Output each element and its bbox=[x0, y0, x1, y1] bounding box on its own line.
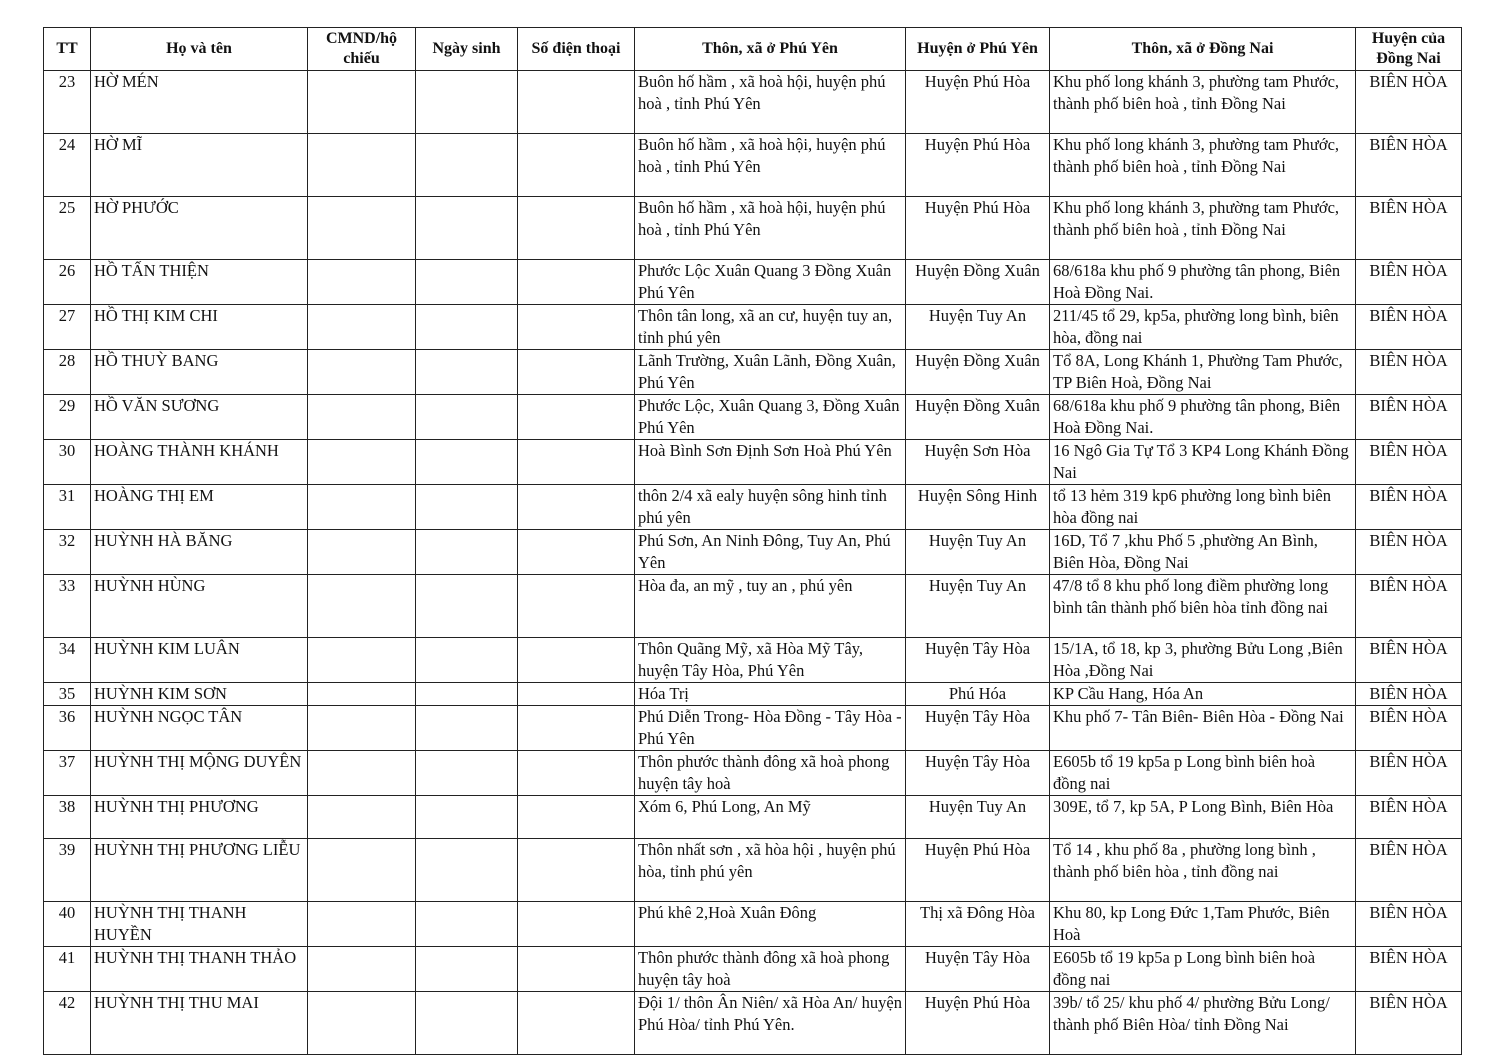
cell-tt: 39 bbox=[44, 839, 91, 902]
table-body bbox=[44, 71, 1462, 1055]
cell-district-phu-yen: Huyện Phú Hòa bbox=[906, 839, 1050, 902]
cell-id-number bbox=[308, 485, 416, 530]
cell-address-dong-nai: 68/618a khu phố 9 phường tân phong, Biên Hoà Đồng Nai. bbox=[1050, 395, 1356, 440]
cell-address-phu-yen: Phú Diễn Trong- Hòa Đồng - Tây Hòa - Phú Yên bbox=[635, 706, 906, 751]
cell-phone bbox=[518, 902, 635, 947]
cell-address-dong-nai: 309E, tổ 7, kp 5A, P Long Bình, Biên Hòa bbox=[1050, 796, 1356, 839]
cell-phone bbox=[518, 575, 635, 638]
cell-id-number bbox=[308, 992, 416, 1055]
cell-dob bbox=[416, 134, 518, 197]
cell-address-dong-nai: 39b/ tổ 25/ khu phố 4/ phường Bửu Long/ thành phố Biên Hòa/ tỉnh Đồng Nai bbox=[1050, 992, 1356, 1055]
cell-district-dong-nai: BIÊN HÒA bbox=[1356, 751, 1462, 796]
table-row bbox=[44, 197, 1462, 260]
cell-tt: 31 bbox=[44, 485, 91, 530]
cell-tt: 29 bbox=[44, 395, 91, 440]
cell-tt: 38 bbox=[44, 796, 91, 839]
cell-name: HỜ PHƯỚC bbox=[91, 197, 308, 260]
cell-district-dong-nai: BIÊN HÒA bbox=[1356, 305, 1462, 350]
cell-address-phu-yen: Thôn phước thành đông xã hoà phong huyện tây hoà bbox=[635, 947, 906, 992]
cell-name: HỒ TẤN THIỆN bbox=[91, 260, 308, 305]
cell-id-number bbox=[308, 638, 416, 683]
header-id-number: CMND/hộ chiếu bbox=[308, 28, 416, 71]
cell-address-dong-nai: 15/1A, tổ 18, kp 3, phường Bửu Long ,Biên Hòa ,Đồng Nai bbox=[1050, 638, 1356, 683]
cell-id-number bbox=[308, 134, 416, 197]
cell-dob bbox=[416, 530, 518, 575]
cell-address-dong-nai: tổ 13 hẻm 319 kp6 phường long bình biên hòa đồng nai bbox=[1050, 485, 1356, 530]
cell-dob bbox=[416, 706, 518, 751]
cell-district-dong-nai: BIÊN HÒA bbox=[1356, 485, 1462, 530]
header-dob: Ngày sinh bbox=[416, 28, 518, 71]
table-row bbox=[44, 796, 1462, 839]
cell-district-phu-yen: Huyện Tuy An bbox=[906, 530, 1050, 575]
cell-address-dong-nai: 211/45 tổ 29, kp5a, phường long bình, biên hòa, đồng nai bbox=[1050, 305, 1356, 350]
cell-tt: 33 bbox=[44, 575, 91, 638]
cell-name: HOÀNG THÀNH KHÁNH bbox=[91, 440, 308, 485]
cell-address-phu-yen: Buôn hố hầm , xã hoà hội, huyện phú hoà , tỉnh Phú Yên bbox=[635, 134, 906, 197]
table-header-row bbox=[44, 28, 1462, 71]
header-phone: Số điện thoại bbox=[518, 28, 635, 71]
cell-name: HUỲNH HÀ BĂNG bbox=[91, 530, 308, 575]
cell-tt: 28 bbox=[44, 350, 91, 395]
cell-address-phu-yen: Xóm 6, Phú Long, An Mỹ bbox=[635, 796, 906, 839]
cell-district-dong-nai: BIÊN HÒA bbox=[1356, 947, 1462, 992]
cell-district-dong-nai: BIÊN HÒA bbox=[1356, 260, 1462, 305]
cell-dob bbox=[416, 683, 518, 706]
cell-dob bbox=[416, 902, 518, 947]
cell-district-phu-yen: Huyện Tuy An bbox=[906, 305, 1050, 350]
cell-address-phu-yen: thôn 2/4 xã ealy huyện sông hinh tỉnh phú yên bbox=[635, 485, 906, 530]
cell-address-dong-nai: E605b tổ 19 kp5a p Long bình biên hoà đồng nai bbox=[1050, 947, 1356, 992]
cell-id-number bbox=[308, 395, 416, 440]
cell-tt: 23 bbox=[44, 71, 91, 134]
cell-dob bbox=[416, 71, 518, 134]
cell-district-dong-nai: BIÊN HÒA bbox=[1356, 839, 1462, 902]
cell-address-phu-yen: Hóa Trị bbox=[635, 683, 906, 706]
table-row bbox=[44, 992, 1462, 1055]
cell-dob bbox=[416, 350, 518, 395]
cell-address-phu-yen: Phước Lộc, Xuân Quang 3, Đồng Xuân Phú Yên bbox=[635, 395, 906, 440]
cell-district-phu-yen: Huyện Đồng Xuân bbox=[906, 350, 1050, 395]
cell-id-number bbox=[308, 575, 416, 638]
cell-district-phu-yen: Huyện Sông Hinh bbox=[906, 485, 1050, 530]
table-row bbox=[44, 260, 1462, 305]
cell-dob bbox=[416, 440, 518, 485]
cell-name: HỒ VĂN SƯƠNG bbox=[91, 395, 308, 440]
cell-tt: 41 bbox=[44, 947, 91, 992]
table-row bbox=[44, 947, 1462, 992]
cell-phone bbox=[518, 992, 635, 1055]
header-name: Họ và tên bbox=[91, 28, 308, 71]
cell-id-number bbox=[308, 197, 416, 260]
cell-dob bbox=[416, 796, 518, 839]
cell-phone bbox=[518, 395, 635, 440]
cell-district-phu-yen: Huyện Phú Hòa bbox=[906, 197, 1050, 260]
cell-phone bbox=[518, 751, 635, 796]
cell-tt: 35 bbox=[44, 683, 91, 706]
cell-address-dong-nai: E605b tổ 19 kp5a p Long bình biên hoà đồng nai bbox=[1050, 751, 1356, 796]
cell-district-dong-nai: BIÊN HÒA bbox=[1356, 71, 1462, 134]
cell-address-phu-yen: Buôn hố hầm , xã hoà hội, huyện phú hoà , tỉnh Phú Yên bbox=[635, 197, 906, 260]
cell-phone bbox=[518, 260, 635, 305]
cell-tt: 40 bbox=[44, 902, 91, 947]
cell-district-phu-yen: Huyện Tây Hòa bbox=[906, 947, 1050, 992]
cell-id-number bbox=[308, 796, 416, 839]
cell-address-phu-yen: Hoà Bình Sơn Định Sơn Hoà Phú Yên bbox=[635, 440, 906, 485]
header-district-phu-yen: Huyện ở Phú Yên bbox=[906, 28, 1050, 71]
cell-phone bbox=[518, 947, 635, 992]
cell-address-phu-yen: Phú Sơn, An Ninh Đông, Tuy An, Phú Yên bbox=[635, 530, 906, 575]
cell-phone bbox=[518, 683, 635, 706]
cell-tt: 25 bbox=[44, 197, 91, 260]
cell-address-phu-yen: Thôn nhất sơn , xã hòa hội , huyện phú hòa, tỉnh phú yên bbox=[635, 839, 906, 902]
cell-address-dong-nai: Khu phố long khánh 3, phường tam Phước, thành phố biên hoà , tỉnh Đồng Nai bbox=[1050, 197, 1356, 260]
cell-district-dong-nai: BIÊN HÒA bbox=[1356, 197, 1462, 260]
cell-address-dong-nai: 68/618a khu phố 9 phường tân phong, Biên Hoà Đồng Nai. bbox=[1050, 260, 1356, 305]
cell-name: HUỲNH KIM LUÂN bbox=[91, 638, 308, 683]
table-row bbox=[44, 751, 1462, 796]
table-row bbox=[44, 839, 1462, 902]
cell-name: HUỲNH THỊ THANH HUYỀN bbox=[91, 902, 308, 947]
cell-address-phu-yen: Thôn Quãng Mỹ, xã Hòa Mỹ Tây, huyện Tây Hòa, Phú Yên bbox=[635, 638, 906, 683]
cell-address-phu-yen: Thôn phước thành đông xã hoà phong huyện tây hoà bbox=[635, 751, 906, 796]
cell-district-phu-yen: Huyện Phú Hòa bbox=[906, 134, 1050, 197]
cell-address-dong-nai: Tổ 8A, Long Khánh 1, Phường Tam Phước, TP Biên Hoà, Đồng Nai bbox=[1050, 350, 1356, 395]
cell-phone bbox=[518, 796, 635, 839]
cell-district-dong-nai: BIÊN HÒA bbox=[1356, 638, 1462, 683]
cell-district-dong-nai: BIÊN HÒA bbox=[1356, 440, 1462, 485]
cell-address-phu-yen: Phú khê 2,Hoà Xuân Đông bbox=[635, 902, 906, 947]
cell-district-phu-yen: Huyện Tây Hòa bbox=[906, 706, 1050, 751]
cell-tt: 30 bbox=[44, 440, 91, 485]
cell-phone bbox=[518, 305, 635, 350]
table-row bbox=[44, 683, 1462, 706]
cell-name: HỒ THỊ KIM CHI bbox=[91, 305, 308, 350]
cell-dob bbox=[416, 947, 518, 992]
cell-dob bbox=[416, 992, 518, 1055]
cell-tt: 32 bbox=[44, 530, 91, 575]
cell-name: HUỲNH THỊ PHƯƠNG bbox=[91, 796, 308, 839]
cell-district-dong-nai: BIÊN HÒA bbox=[1356, 683, 1462, 706]
cell-district-phu-yen: Huyện Đồng Xuân bbox=[906, 260, 1050, 305]
cell-id-number bbox=[308, 305, 416, 350]
cell-dob bbox=[416, 260, 518, 305]
cell-id-number bbox=[308, 260, 416, 305]
cell-id-number bbox=[308, 71, 416, 134]
cell-tt: 37 bbox=[44, 751, 91, 796]
table-row bbox=[44, 134, 1462, 197]
cell-address-dong-nai: Khu 80, kp Long Đức 1,Tam Phước, Biên Hoà bbox=[1050, 902, 1356, 947]
cell-id-number bbox=[308, 839, 416, 902]
cell-tt: 24 bbox=[44, 134, 91, 197]
cell-tt: 42 bbox=[44, 992, 91, 1055]
cell-phone bbox=[518, 485, 635, 530]
cell-address-phu-yen: Lãnh Trường, Xuân Lãnh, Đồng Xuân, Phú Yên bbox=[635, 350, 906, 395]
cell-district-phu-yen: Huyện Đồng Xuân bbox=[906, 395, 1050, 440]
cell-address-phu-yen: Hòa đa, an mỹ , tuy an , phú yên bbox=[635, 575, 906, 638]
cell-name: HUỲNH THỊ PHƯƠNG LIỄU bbox=[91, 839, 308, 902]
cell-district-phu-yen: Thị xã Đông Hòa bbox=[906, 902, 1050, 947]
cell-address-dong-nai: Khu phố long khánh 3, phường tam Phước, thành phố biên hoà , tỉnh Đồng Nai bbox=[1050, 134, 1356, 197]
header-address-dong-nai: Thôn, xã ở Đồng Nai bbox=[1050, 28, 1356, 71]
cell-tt: 27 bbox=[44, 305, 91, 350]
cell-dob bbox=[416, 575, 518, 638]
cell-address-phu-yen: Phước Lộc Xuân Quang 3 Đồng Xuân Phú Yên bbox=[635, 260, 906, 305]
cell-phone bbox=[518, 839, 635, 902]
cell-id-number bbox=[308, 530, 416, 575]
cell-district-dong-nai: BIÊN HÒA bbox=[1356, 992, 1462, 1055]
cell-phone bbox=[518, 134, 635, 197]
cell-phone bbox=[518, 197, 635, 260]
cell-address-dong-nai: 16D, Tổ 7 ,khu Phố 5 ,phường An Bình, Biên Hòa, Đồng Nai bbox=[1050, 530, 1356, 575]
cell-name: HUỲNH THỊ THU MAI bbox=[91, 992, 308, 1055]
cell-dob bbox=[416, 485, 518, 530]
cell-district-phu-yen: Huyện Tây Hòa bbox=[906, 751, 1050, 796]
cell-address-dong-nai: 16 Ngô Gia Tự Tổ 3 KP4 Long Khánh Đồng Nai bbox=[1050, 440, 1356, 485]
cell-address-dong-nai: KP Cầu Hang, Hóa An bbox=[1050, 683, 1356, 706]
cell-district-phu-yen: Phú Hóa bbox=[906, 683, 1050, 706]
cell-dob bbox=[416, 305, 518, 350]
table-row bbox=[44, 902, 1462, 947]
cell-phone bbox=[518, 440, 635, 485]
table-row bbox=[44, 530, 1462, 575]
cell-district-dong-nai: BIÊN HÒA bbox=[1356, 134, 1462, 197]
cell-address-dong-nai: Tổ 14 , khu phố 8a , phường long bình , thành phố biên hòa , tỉnh đồng nai bbox=[1050, 839, 1356, 902]
header-tt: TT bbox=[44, 28, 91, 71]
table-row bbox=[44, 440, 1462, 485]
cell-name: HUỲNH HÙNG bbox=[91, 575, 308, 638]
cell-phone bbox=[518, 638, 635, 683]
cell-district-phu-yen: Huyện Phú Hòa bbox=[906, 71, 1050, 134]
cell-name: HỜ MĨ bbox=[91, 134, 308, 197]
cell-address-dong-nai: Khu phố long khánh 3, phường tam Phước, thành phố biên hoà , tỉnh Đồng Nai bbox=[1050, 71, 1356, 134]
cell-dob bbox=[416, 751, 518, 796]
cell-id-number bbox=[308, 706, 416, 751]
cell-district-phu-yen: Huyện Tây Hòa bbox=[906, 638, 1050, 683]
cell-phone bbox=[518, 706, 635, 751]
header-address-phu-yen: Thôn, xã ở Phú Yên bbox=[635, 28, 906, 71]
table-row bbox=[44, 638, 1462, 683]
cell-name: HỒ THUỲ BANG bbox=[91, 350, 308, 395]
cell-id-number bbox=[308, 350, 416, 395]
cell-phone bbox=[518, 530, 635, 575]
table-row bbox=[44, 575, 1462, 638]
cell-id-number bbox=[308, 947, 416, 992]
cell-phone bbox=[518, 71, 635, 134]
cell-district-dong-nai: BIÊN HÒA bbox=[1356, 902, 1462, 947]
cell-tt: 36 bbox=[44, 706, 91, 751]
cell-id-number bbox=[308, 440, 416, 485]
cell-address-phu-yen: Thôn tân long, xã an cư, huyện tuy an, tỉnh phú yên bbox=[635, 305, 906, 350]
cell-name: HUỲNH THỊ MỘNG DUYÊN bbox=[91, 751, 308, 796]
cell-name: HUỲNH THỊ THANH THẢO bbox=[91, 947, 308, 992]
table-row bbox=[44, 395, 1462, 440]
cell-district-dong-nai: BIÊN HÒA bbox=[1356, 395, 1462, 440]
header-district-dong-nai: Huyện của Đồng Nai bbox=[1356, 28, 1462, 71]
cell-district-phu-yen: Huyện Tuy An bbox=[906, 575, 1050, 638]
cell-address-dong-nai: Khu phố 7- Tân Biên- Biên Hòa - Đồng Nai bbox=[1050, 706, 1356, 751]
cell-tt: 34 bbox=[44, 638, 91, 683]
cell-dob bbox=[416, 395, 518, 440]
cell-address-dong-nai: 47/8 tổ 8 khu phố long điềm phường long bình tân thành phố biên hòa tỉnh đồng nai bbox=[1050, 575, 1356, 638]
table-row bbox=[44, 71, 1462, 134]
cell-name: HOÀNG THỊ EM bbox=[91, 485, 308, 530]
table-row bbox=[44, 706, 1462, 751]
cell-id-number bbox=[308, 751, 416, 796]
table-row bbox=[44, 305, 1462, 350]
cell-district-phu-yen: Huyện Phú Hòa bbox=[906, 992, 1050, 1055]
cell-address-phu-yen: Buôn hố hầm , xã hoà hội, huyện phú hoà , tỉnh Phú Yên bbox=[635, 71, 906, 134]
document-page bbox=[43, 27, 1462, 1055]
table-row bbox=[44, 350, 1462, 395]
cell-district-dong-nai: BIÊN HÒA bbox=[1356, 796, 1462, 839]
cell-dob bbox=[416, 197, 518, 260]
cell-tt: 26 bbox=[44, 260, 91, 305]
cell-name: HUỲNH KIM SƠN bbox=[91, 683, 308, 706]
cell-district-phu-yen: Huyện Tuy An bbox=[906, 796, 1050, 839]
cell-district-dong-nai: BIÊN HÒA bbox=[1356, 575, 1462, 638]
cell-dob bbox=[416, 638, 518, 683]
cell-id-number bbox=[308, 683, 416, 706]
cell-dob bbox=[416, 839, 518, 902]
cell-phone bbox=[518, 350, 635, 395]
cell-name: HUỲNH NGỌC TÂN bbox=[91, 706, 308, 751]
cell-id-number bbox=[308, 902, 416, 947]
cell-address-phu-yen: Đội 1/ thôn Ân Niên/ xã Hòa An/ huyện Phú Hòa/ tỉnh Phú Yên. bbox=[635, 992, 906, 1055]
table-row bbox=[44, 485, 1462, 530]
cell-district-dong-nai: BIÊN HÒA bbox=[1356, 706, 1462, 751]
cell-name: HỜ MÉN bbox=[91, 71, 308, 134]
cell-district-phu-yen: Huyện Sơn Hòa bbox=[906, 440, 1050, 485]
cell-district-dong-nai: BIÊN HÒA bbox=[1356, 350, 1462, 395]
cell-district-dong-nai: BIÊN HÒA bbox=[1356, 530, 1462, 575]
citizen-list-table bbox=[43, 27, 1462, 1055]
